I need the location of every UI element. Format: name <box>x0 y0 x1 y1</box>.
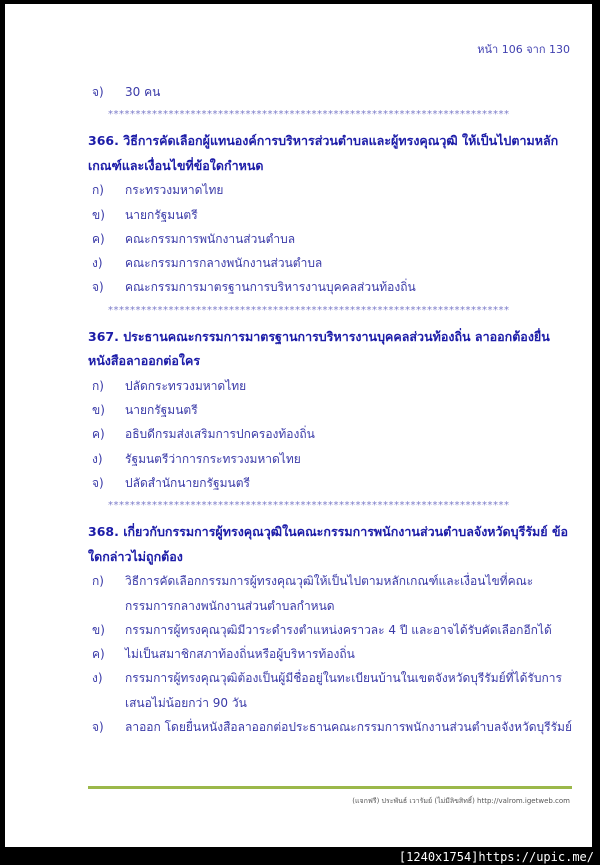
question-title: 367. ประธานคณะกรรมการมาตรฐานการบริหารงานบุคคลส่วนท้องถิ่น ลาออกต้องยื่นหนังสือลาออกต่อใคร <box>88 328 550 369</box>
option-text: คณะกรรมการพนักงานส่วนตำบล <box>125 231 296 246</box>
option-label: ง) <box>92 256 103 271</box>
watermark-bar <box>0 847 600 865</box>
option-text: ลาออก โดยยื่นหนังสือลาออกต่อประธานคณะกรรมการพนักงานส่วนตำบลจังหวัดบุรีรัมย์ <box>125 720 572 735</box>
option-item <box>88 275 578 299</box>
option-text: กรรมการผู้ทรงคุณวุฒิมีวาระดำรงตำแหน่งคราวละ 4 ปี และอาจได้รับคัดเลือกอีกได้ <box>125 622 552 637</box>
option-text: อธิบดีกรมส่งเสริมการปกครองท้องถิ่น <box>125 427 315 442</box>
option-text: วิธีการคัดเลือกกรรมการผู้ทรงคุณวุฒิให้เป็นไปตามหลักเกณฑ์และเงื่อนไขที่คณะกรรมการกลางพนักงานส่วนตำบลกำหนด <box>125 574 534 613</box>
option-text: ปลัดกระทรวงมหาดไทย <box>125 378 247 393</box>
option-label: ก) <box>92 574 104 589</box>
option-label: ก) <box>92 183 104 198</box>
option-item <box>88 715 578 739</box>
option-item <box>88 618 578 642</box>
document-page <box>5 4 592 847</box>
option-item <box>88 422 578 446</box>
separator: ************************************************************************* <box>108 109 510 121</box>
footer-rule <box>88 786 572 789</box>
question-title: 368. เกี่ยวกับกรรมการผู้ทรงคุณวุฒิในคณะกรรมการพนักงานส่วนตำบลจังหวัดบุรีรัมย์ ข้อใดกล่าวไม่ถูกต้อง <box>88 524 569 564</box>
option-item <box>88 251 578 275</box>
option-text: กระทรวงมหาดไทย <box>125 183 224 198</box>
separator: ************************************************************************* <box>108 304 510 316</box>
option-text: คณะกรรมการกลางพนักงานส่วนตำบล <box>125 256 323 271</box>
option-text: ปลัดสำนักนายกรัฐมนตรี <box>125 475 250 490</box>
option-label: ข) <box>92 622 105 637</box>
option-label: ค) <box>92 231 105 246</box>
separator: ************************************************************************* <box>108 500 510 512</box>
option-item <box>88 569 578 618</box>
option-label: จ) <box>92 720 104 735</box>
option-text: 30 คน <box>125 85 161 99</box>
page-content <box>88 80 578 739</box>
option-item <box>88 398 578 422</box>
option-item <box>88 642 578 666</box>
option-text: นายกรัฐมนตรี <box>125 207 198 222</box>
option-item <box>88 227 578 251</box>
option-label: ง) <box>92 671 103 686</box>
option-item <box>88 374 578 398</box>
option-label: จ) <box>92 280 104 295</box>
option-text: ไม่เป็นสมาชิกสภาท้องถิ่นหรือผู้บริหารท้องถิ่น <box>125 647 355 662</box>
option-label: จ) <box>92 475 104 490</box>
option-label: ค) <box>92 647 105 662</box>
option-label: ข) <box>92 207 105 222</box>
option-text: คณะกรรมการมาตรฐานการบริหารงานบุคคลส่วนท้องถิ่น <box>125 280 416 295</box>
footer-credit: (แจกฟรี) ประพันธ์ เวารัมย์ (ไม่มีลิขสิทธิ์) http://valrom.igetweb.com <box>352 797 570 805</box>
page-number: หน้า 106 จาก 130 <box>477 43 570 56</box>
option-item <box>88 178 578 202</box>
question-title: 366. วิธีการคัดเลือกผู้แทนองค์การบริหารส่วนตำบลและผู้ทรงคุณวุฒิ ให้เป็นไปตามหลักเกณฑ์และเงื่อนไขที่ข้อใดกำหนด <box>88 133 559 173</box>
option-item <box>88 471 578 495</box>
option-label: ข) <box>92 403 105 418</box>
option-text: นายกรัฐมนตรี <box>125 403 198 418</box>
option-item <box>88 666 578 715</box>
option-item <box>88 447 578 471</box>
option-text: รัฐมนตรีว่าการกระทรวงมหาดไทย <box>125 451 301 466</box>
option-label: จ) <box>92 85 104 99</box>
option-label: ค) <box>92 427 105 442</box>
option-item <box>88 203 578 227</box>
watermark-text: [1240x1754]https://upic.me/ <box>398 850 594 864</box>
option-label: ง) <box>92 451 103 466</box>
option-label: ก) <box>92 378 104 393</box>
option-text: กรรมการผู้ทรงคุณวุฒิต้องเป็นผู้มีชื่ออยู่ในทะเบียนบ้านในเขตจังหวัดบุรีรัมย์ที่ได้รับการเสนอไม่น้อยกว่า 90 วัน <box>125 671 562 710</box>
option-previous <box>88 80 578 104</box>
